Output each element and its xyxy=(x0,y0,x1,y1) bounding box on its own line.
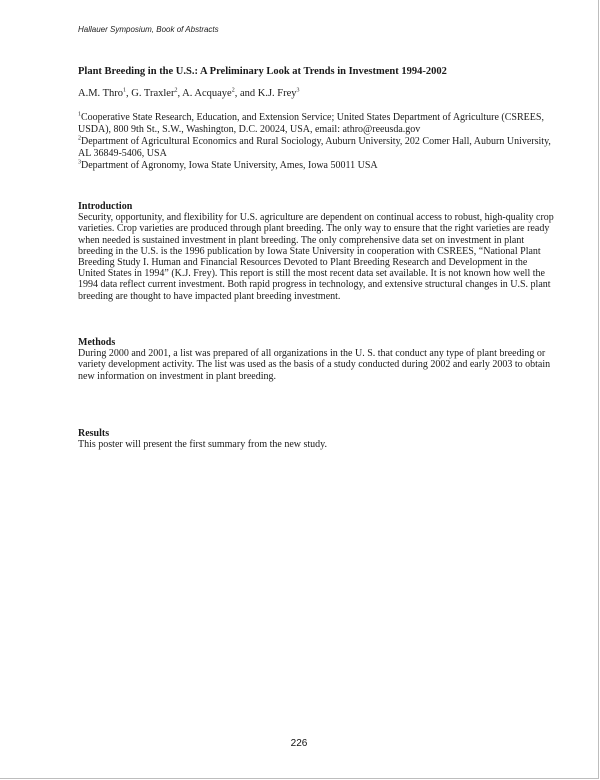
author-list xyxy=(78,88,300,99)
results-body: This poster will present the first summary from the new study. xyxy=(78,439,328,451)
affiliation-text: Department of Agronomy, Iowa State University, Ames, Iowa 50011 USA xyxy=(81,160,378,171)
affiliation-text: Department of Agricultural Economics and Rural Sociology, Auburn University, 202 Comer Hall, Auburn University, AL 36849-5406, USA xyxy=(78,136,551,159)
article-title: Plant Breeding in the U.S.: A Preliminary Look at Trends in Investment 1994-2002 xyxy=(78,66,447,77)
author-affiliation-marker: 3 xyxy=(296,87,300,94)
author-separator: , xyxy=(177,88,183,99)
running-header: Hallauer Symposium, Book of Abstracts xyxy=(78,25,219,34)
author-name: G. Traxler xyxy=(131,88,175,99)
introduction-section xyxy=(78,201,556,302)
methods-section xyxy=(78,337,556,382)
methods-heading: Methods xyxy=(78,337,116,348)
affiliation-marker: 3 xyxy=(78,159,81,166)
page-number: 226 xyxy=(290,738,308,749)
affiliation-marker: 2 xyxy=(78,135,81,142)
author-affiliation-marker: 1 xyxy=(123,87,127,94)
author-name: K.J. Frey xyxy=(257,88,297,99)
affiliation-list xyxy=(78,112,558,172)
author-separator: , and xyxy=(234,88,258,99)
affiliation-item xyxy=(78,160,558,172)
author-name: A.M. Thro xyxy=(78,88,124,99)
results-section xyxy=(78,428,556,450)
introduction-body: Security, opportunity, and flexibility for U.S. agriculture are dependent on continual access to robust, high-quality crop varieties. Crop varieties are produced through plant breeding. The only way to ensure that the right varieties are ready when needed is sustained investment in plant breeding. The only comprehensive data set on investment in plant breeding in the U.S. is the 1996 publication by Iowa State University in cooperation with CSREES, “National Plant Breeding Study I. Human and Financial Resources Devoted to Plant Breeding Research and Development in the United States in 1994” (K.J. Frey). This report is still the most recent data set available. It is not known how well the 1994 data reflect current investment. Both rapid progress in technology, and extensive structural changes in U.S. plant breeding are thought to have impacted plant breeding investment. xyxy=(78,212,554,302)
author-affiliation-marker: 2 xyxy=(231,87,235,94)
author-name: A. Acquaye xyxy=(182,88,232,99)
affiliation-marker: 1 xyxy=(78,111,81,118)
affiliation-item xyxy=(78,136,558,160)
affiliation-item xyxy=(78,112,558,136)
affiliation-text: Cooperative State Research, Education, and Extension Service; United States Department of Agriculture (CSREES, USDA), 800 9th St., S.W., Washington, D.C. 20024, USA, email: athro@reeusda.gov xyxy=(78,112,544,135)
author-affiliation-marker: 2 xyxy=(174,87,178,94)
results-heading: Results xyxy=(78,428,110,439)
introduction-heading: Introduction xyxy=(78,201,133,212)
methods-body: During 2000 and 2001, a list was prepared of all organizations in the U. S. that conduct any type of plant breeding or variety development activity. The list was used as the basis of a study conducted during 2002 and early 2003 to obtain new information on investment in plant breeding. xyxy=(78,348,551,382)
author-separator: , xyxy=(126,88,132,99)
